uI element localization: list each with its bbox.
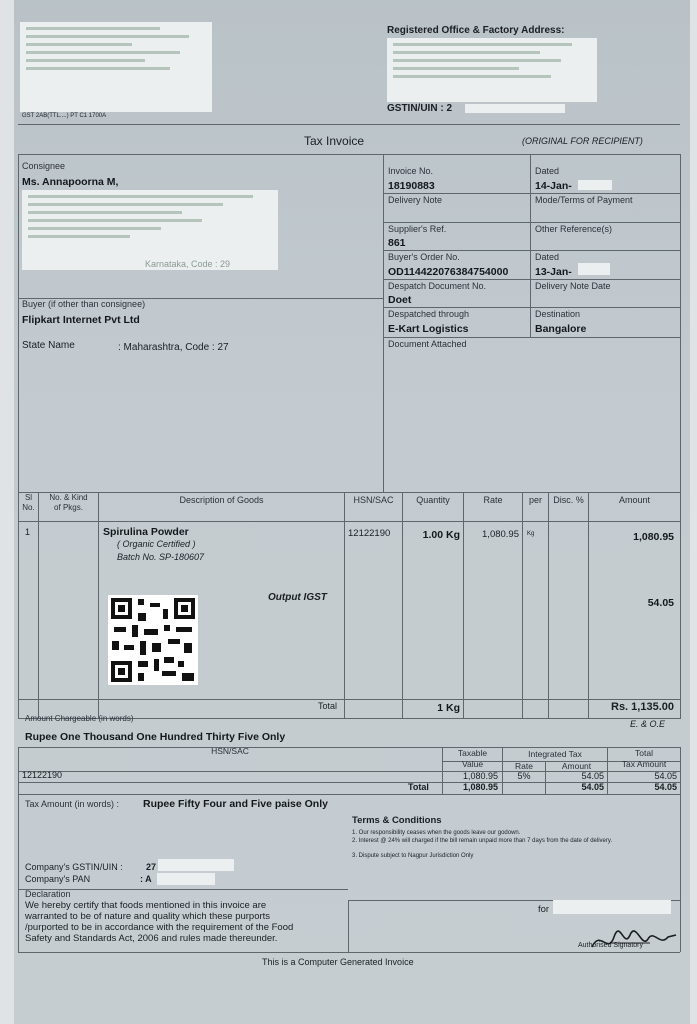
summary-sum-value: 1,080.95 [462, 782, 498, 792]
company-gstin-value: 27 [146, 862, 157, 872]
document-attached-label: Document Attached [388, 339, 467, 349]
col-hsn: HSN/SAC [353, 495, 394, 505]
seller-logo-redacted [20, 22, 212, 112]
company-gstin-label: Company's GSTIN/UIN : [25, 862, 123, 872]
summary-total-label: Total Tax Amount [621, 748, 667, 769]
buyer-order-label: Buyer's Order No. [388, 252, 460, 262]
summary-row-total: 54.05 [654, 771, 677, 781]
summary-amount-label: Amount [561, 761, 592, 771]
despatched-through-label: Despatched through [388, 309, 470, 319]
consignee-name: Ms. Annapoorna M, [22, 176, 119, 188]
buyer-state-label: State Name [22, 340, 75, 351]
delivery-note-date-label: Delivery Note Date [535, 281, 611, 291]
col-rate: Rate [483, 495, 503, 505]
company-pan-redacted [157, 873, 215, 885]
col-sl: Sl No. [22, 493, 35, 512]
summary-taxable-label: Taxable Value [457, 748, 488, 769]
summary-sum-amount: 54.05 [581, 782, 604, 792]
authorised-signatory: Authorised Signatory [578, 942, 643, 949]
buyer-name: Flipkart Internet Pvt Ltd [22, 314, 140, 326]
summary-row-value: 1,080.95 [462, 771, 498, 781]
summary-hsn-label: HSN/SAC [211, 746, 249, 756]
amount-words-label: Amount Chargeable (in words) [25, 714, 134, 723]
total-label: Total [318, 701, 338, 711]
row-sl: 1 [25, 527, 31, 537]
summary-integrated-label: Integrated Tax [528, 749, 582, 759]
company-pan-value: : A [140, 874, 152, 884]
item-hsn: 12122190 [348, 528, 391, 539]
footer-note: This is a Computer Generated Invoice [262, 957, 414, 967]
item-batch: Batch No. SP-180607 [117, 552, 205, 562]
despatch-doc-label: Despatch Document No. [388, 281, 487, 291]
terms-1: 1. Our responsibility ceases when the goods leave our godown. [352, 830, 521, 836]
declaration-label: Declaration [25, 889, 71, 899]
amount-in-words: Rupee One Thousand One Hundred Thirty Five Only [25, 731, 286, 743]
declaration-line-1: We hereby certify that foods mentioned in this invoice are [25, 900, 267, 911]
item-name: Spirulina Powder [103, 526, 189, 538]
office-address-redacted [387, 38, 597, 102]
total-qty: 1 Kg [437, 702, 460, 714]
buyer-label: Buyer (if other than consignee) [22, 299, 146, 309]
item-rate: 1,080.95 [482, 529, 519, 540]
terms-title: Terms & Conditions [352, 815, 442, 826]
consignee-label: Consignee [22, 161, 66, 171]
consignee-address-redacted [22, 190, 278, 270]
declaration-line-4: Safety and Standards Act, 2006 and rules made thereunder. [25, 933, 278, 944]
destination-label: Destination [535, 309, 581, 319]
terms-2: 2. Interest @ 24% will charged if the bill remain unpaid more than 7 days from the date of delivery. [352, 838, 613, 844]
supplier-ref: 861 [388, 237, 406, 249]
summary-row-amount: 54.05 [581, 771, 604, 781]
supplier-ref-label: Supplier's Ref. [388, 224, 447, 234]
col-description: Description of Goods [179, 495, 264, 505]
col-kind: No. & Kind of Pkgs. [49, 493, 88, 512]
col-disc: Disc. % [553, 495, 584, 505]
tax-words-label: Tax Amount (in words) : [25, 799, 120, 809]
order-dated-label: Dated [535, 252, 560, 262]
dated-label: Dated [535, 166, 560, 176]
for-label: for [538, 904, 550, 915]
col-amount: Amount [618, 495, 651, 505]
for-company-redacted [553, 900, 671, 914]
eoe-label: E. & O.E [630, 719, 666, 729]
summary-rate-label: Rate [515, 761, 533, 771]
despatch-doc: Doet [388, 294, 412, 306]
summary-sum-label: Total [408, 782, 429, 792]
order-date: 13-Jan- [535, 266, 572, 278]
company-gstin-redacted [158, 859, 234, 871]
date-redacted [578, 180, 612, 190]
igst-amount: 54.05 [647, 597, 674, 609]
destination: Bangalore [535, 323, 587, 335]
tax-in-words: Rupee Fifty Four and Five paise Only [143, 798, 328, 810]
terms-3: 3. Dispute subject to Nagpur Jurisdiction Only [352, 853, 474, 859]
gstin-redacted [465, 104, 565, 113]
summary-row-rate: 5% [517, 771, 531, 781]
summary-row-hsn: 12122190 [22, 770, 63, 780]
office-label: Registered Office & Factory Address: [387, 25, 565, 36]
invoice-date: 14-Jan- [535, 180, 572, 192]
company-pan-label: Company's PAN [25, 874, 91, 884]
declaration-line-3: /purported to be in accordance with the requirement of the Food [25, 922, 294, 933]
buyer-order-no: OD114422076384754000 [388, 266, 509, 278]
invoice-title: Tax Invoice [304, 134, 365, 148]
item-per: Kg [527, 531, 535, 537]
invoice-no-label: Invoice No. [388, 166, 434, 176]
delivery-note-label: Delivery Note [388, 195, 443, 205]
invoice-no: 18190883 [388, 180, 435, 192]
output-igst-label: Output IGST [268, 592, 327, 603]
item-subtitle: ( Organic Certified ) [117, 539, 196, 549]
item-amount: 1,080.95 [633, 531, 674, 543]
declaration-line-2: warranted to be of nature and quality which these purports [25, 911, 271, 922]
qr-code [108, 595, 198, 685]
order-date-redacted [578, 263, 610, 275]
buyer-state-value: : Maharashtra, Code : 27 [118, 342, 229, 353]
grand-total: Rs. 1,135.00 [611, 701, 674, 713]
gstin-label: GSTIN/UIN : 2 [387, 103, 453, 114]
mode-terms-label: Mode/Terms of Payment [535, 195, 633, 205]
copy-label: (ORIGINAL FOR RECIPIENT) [522, 136, 643, 146]
despatched-through: E-Kart Logistics [388, 323, 469, 335]
seller-sub-line: GST 2AB(TTL....) PT C1 1700A [22, 113, 107, 119]
col-per: per [528, 495, 542, 505]
signature-scribble [590, 925, 680, 953]
consignee-state: Karnataka, Code : 29 [145, 259, 231, 269]
summary-sum-total: 54.05 [654, 782, 677, 792]
other-ref-label: Other Reference(s) [535, 224, 613, 234]
item-qty: 1.00 Kg [422, 529, 460, 541]
col-quantity: Quantity [416, 495, 450, 505]
